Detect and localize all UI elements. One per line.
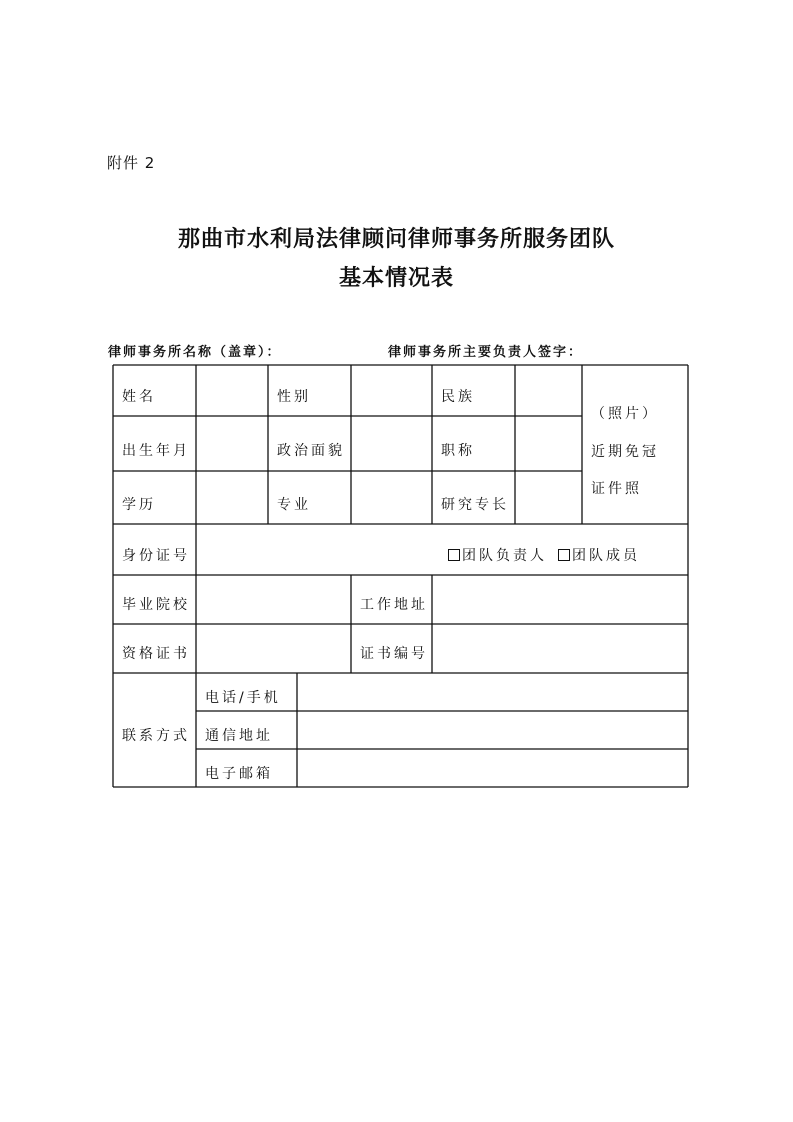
attachment-label: 附件 2	[107, 154, 156, 172]
label-ethnicity: 民族	[441, 389, 475, 405]
label-qualification-cert: 资格证书	[122, 646, 190, 662]
label-name: 姓名	[122, 389, 156, 405]
form-title: 那曲市水利局法律顾问律师事务所服务团队	[177, 226, 615, 252]
checkbox-team-leader[interactable]	[448, 547, 547, 565]
checkbox-square-icon	[448, 549, 460, 561]
label-major: 专业	[277, 497, 311, 513]
label-specialty: 研究专长	[441, 497, 509, 513]
label-id-number: 身份证号	[122, 548, 190, 564]
team-member-label: 团队成员	[572, 548, 640, 564]
firm-name-label: 律师事务所名称（盖章）：	[108, 345, 282, 360]
checkbox-team-member[interactable]	[558, 547, 640, 565]
label-gender: 性别	[277, 389, 311, 405]
label-cert-number: 证书编号	[360, 646, 428, 662]
label-graduate-school: 毕业院校	[122, 597, 190, 613]
label-work-address: 工作地址	[360, 597, 428, 613]
label-phone: 电话/手机	[205, 690, 281, 706]
form-subtitle: 基本情况表	[338, 265, 454, 291]
photo-label-1: （照片）	[591, 406, 659, 422]
photo-label-2: 近期免冠	[591, 444, 659, 460]
label-political-status: 政治面貌	[277, 443, 345, 459]
label-contact: 联系方式	[122, 728, 190, 744]
label-birth: 出生年月	[122, 443, 190, 459]
photo-label-3: 证件照	[591, 481, 642, 497]
firm-head-signature-label: 律师事务所主要负责人签字：	[388, 345, 584, 360]
checkbox-square-icon	[558, 549, 570, 561]
label-education: 学历	[122, 497, 156, 513]
label-email: 电子邮箱	[205, 766, 273, 782]
label-mail-address: 通信地址	[205, 728, 273, 744]
label-professional-title: 职称	[441, 443, 475, 459]
team-leader-label: 团队负责人	[462, 548, 547, 564]
